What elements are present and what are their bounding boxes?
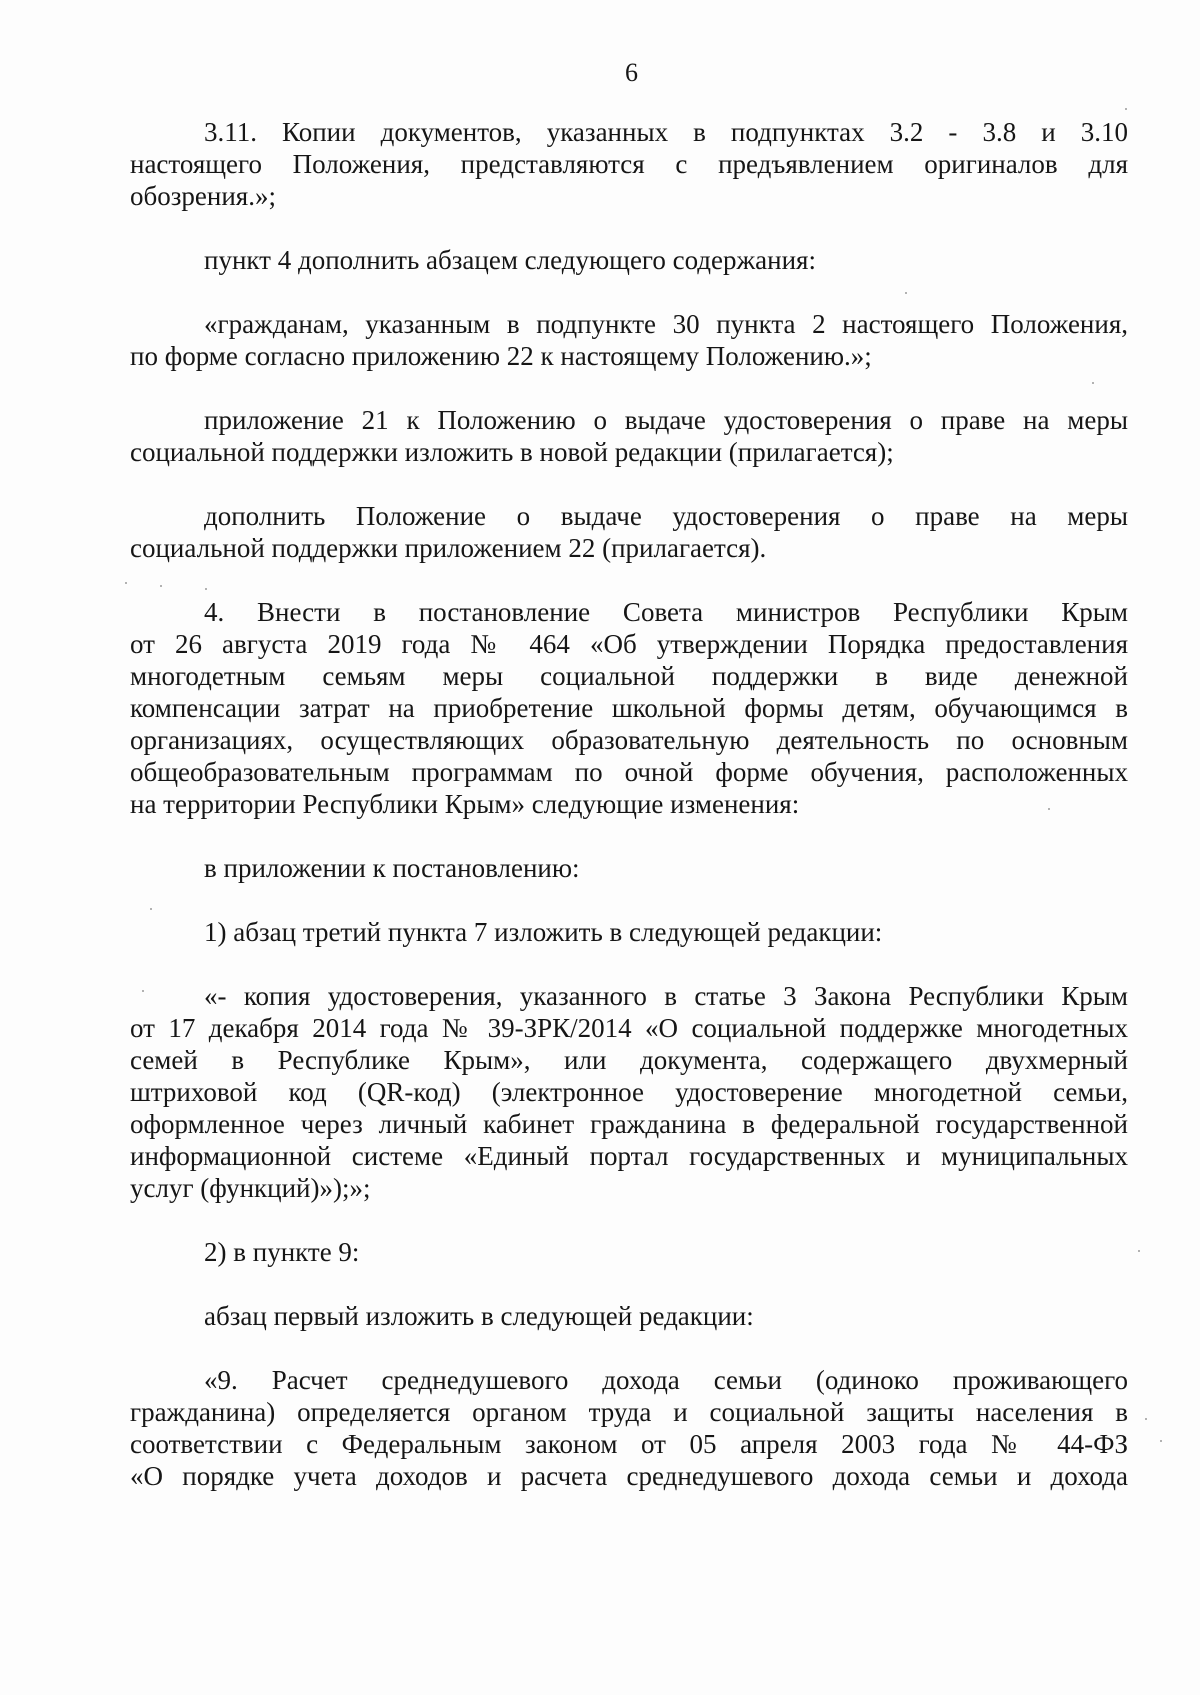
scan-speck (125, 582, 127, 584)
paragraph-first-abzac (130, 1300, 1128, 1332)
scan-speck (142, 990, 144, 992)
paragraph-item-9 (130, 1364, 1128, 1492)
text-line: многодетным семьям меры социальной поддержки в виде денежной (130, 661, 1128, 691)
text-line: настоящего Положения, представляются с предъявлением оригиналов для (130, 149, 1128, 179)
paragraph-subitem-2 (130, 1236, 1128, 1268)
scan-speck (205, 588, 207, 590)
text-line: организациях, осуществляющих образовательную деятельность по основным (130, 725, 1128, 755)
text-line: по форме согласно приложению 22 к настоящему Положению.»; (130, 341, 872, 371)
text-line: от 17 декабря 2014 года № 39-ЗРК/2014 «О социальной поддержке многодетных (130, 1013, 1128, 1043)
scan-speck (1092, 382, 1094, 384)
text-line: дополнить Положение о выдаче удостоверения о праве на меры (204, 501, 1128, 531)
text-line: от 26 августа 2019 года № 464 «Об утверждении Порядка предоставления (130, 629, 1128, 659)
scan-speck (1145, 1418, 1147, 1420)
text-line: социальной поддержки приложением 22 (прилагается). (130, 533, 767, 563)
scan-speck (1048, 808, 1050, 810)
text-line: социальной поддержки изложить в новой редакции (прилагается); (130, 437, 894, 467)
scan-speck (1125, 108, 1127, 110)
text-line: компенсации затрат на приобретение школьной формы детям, обучающимся в (130, 693, 1128, 723)
text-line: в приложении к постановлению: (204, 853, 580, 883)
paragraph-item-4 (130, 596, 1128, 820)
text-line: «О порядке учета доходов и расчета среднедушевого дохода семьи и дохода (130, 1461, 1128, 1491)
text-line: 4. Внести в постановление Совета министров Республики Крым (204, 597, 1128, 627)
text-line: соответствии с Федеральным законом от 05 апреля 2003 года № 44-ФЗ (130, 1429, 1128, 1459)
text-line: оформленное через личный кабинет гражданина в федеральной государственной (130, 1109, 1128, 1139)
text-line: семей в Республике Крым», или документа, содержащего двухмерный (130, 1045, 1128, 1075)
text-line: информационной системе «Единый портал государственных и муниципальных (130, 1141, 1128, 1171)
scan-speck (160, 585, 162, 587)
paragraph-item-4-amendment (130, 244, 1128, 276)
text-line: 1) абзац третий пункта 7 изложить в следующей редакции: (204, 917, 883, 947)
paragraph-appendix-21 (130, 404, 1128, 468)
paragraph-in-appendix (130, 852, 1128, 884)
text-line: общеобразовательным программам по очной форме обучения, расположенных (130, 757, 1128, 787)
paragraph-subitem-1 (130, 916, 1128, 948)
text-line: штриховой код (QR-код) (электронное удостоверение многодетной семьи, (130, 1077, 1128, 1107)
paragraph-certificate-copy (130, 980, 1128, 1204)
scan-speck (1138, 1250, 1140, 1252)
text-line: обозрения.»; (130, 181, 276, 211)
text-line: абзац первый изложить в следующей редакции: (204, 1301, 754, 1331)
text-line: «- копия удостоверения, указанного в статье 3 Закона Республики Крым (204, 981, 1128, 1011)
text-line: гражданина) определяется органом труда и социальной защиты населения в (130, 1397, 1128, 1427)
text-line: пункт 4 дополнить абзацем следующего содержания: (204, 245, 816, 275)
text-line: услуг (функций)»);»; (130, 1173, 371, 1203)
scan-speck (905, 292, 907, 294)
paragraph-3-11 (130, 116, 1128, 212)
text-line: 3.11. Копии документов, указанных в подпунктах 3.2 - 3.8 и 3.10 (204, 117, 1128, 147)
text-line: «гражданам, указанным в подпункте 30 пункта 2 настоящего Положения, (204, 309, 1128, 339)
scan-speck (1160, 1440, 1162, 1442)
text-line: приложение 21 к Положению о выдаче удостоверения о праве на меры (204, 405, 1128, 435)
text-line: на территории Республики Крым» следующие изменения: (130, 789, 800, 819)
text-line: «9. Расчет среднедушевого дохода семьи (одиноко проживающего (204, 1365, 1128, 1395)
scan-speck (150, 908, 152, 910)
paragraph-appendix-22 (130, 500, 1128, 564)
document-body (130, 116, 1128, 1492)
text-line: 2) в пункте 9: (204, 1237, 360, 1267)
page-number: 6 (625, 58, 638, 87)
paragraph-citizens-form (130, 308, 1128, 372)
